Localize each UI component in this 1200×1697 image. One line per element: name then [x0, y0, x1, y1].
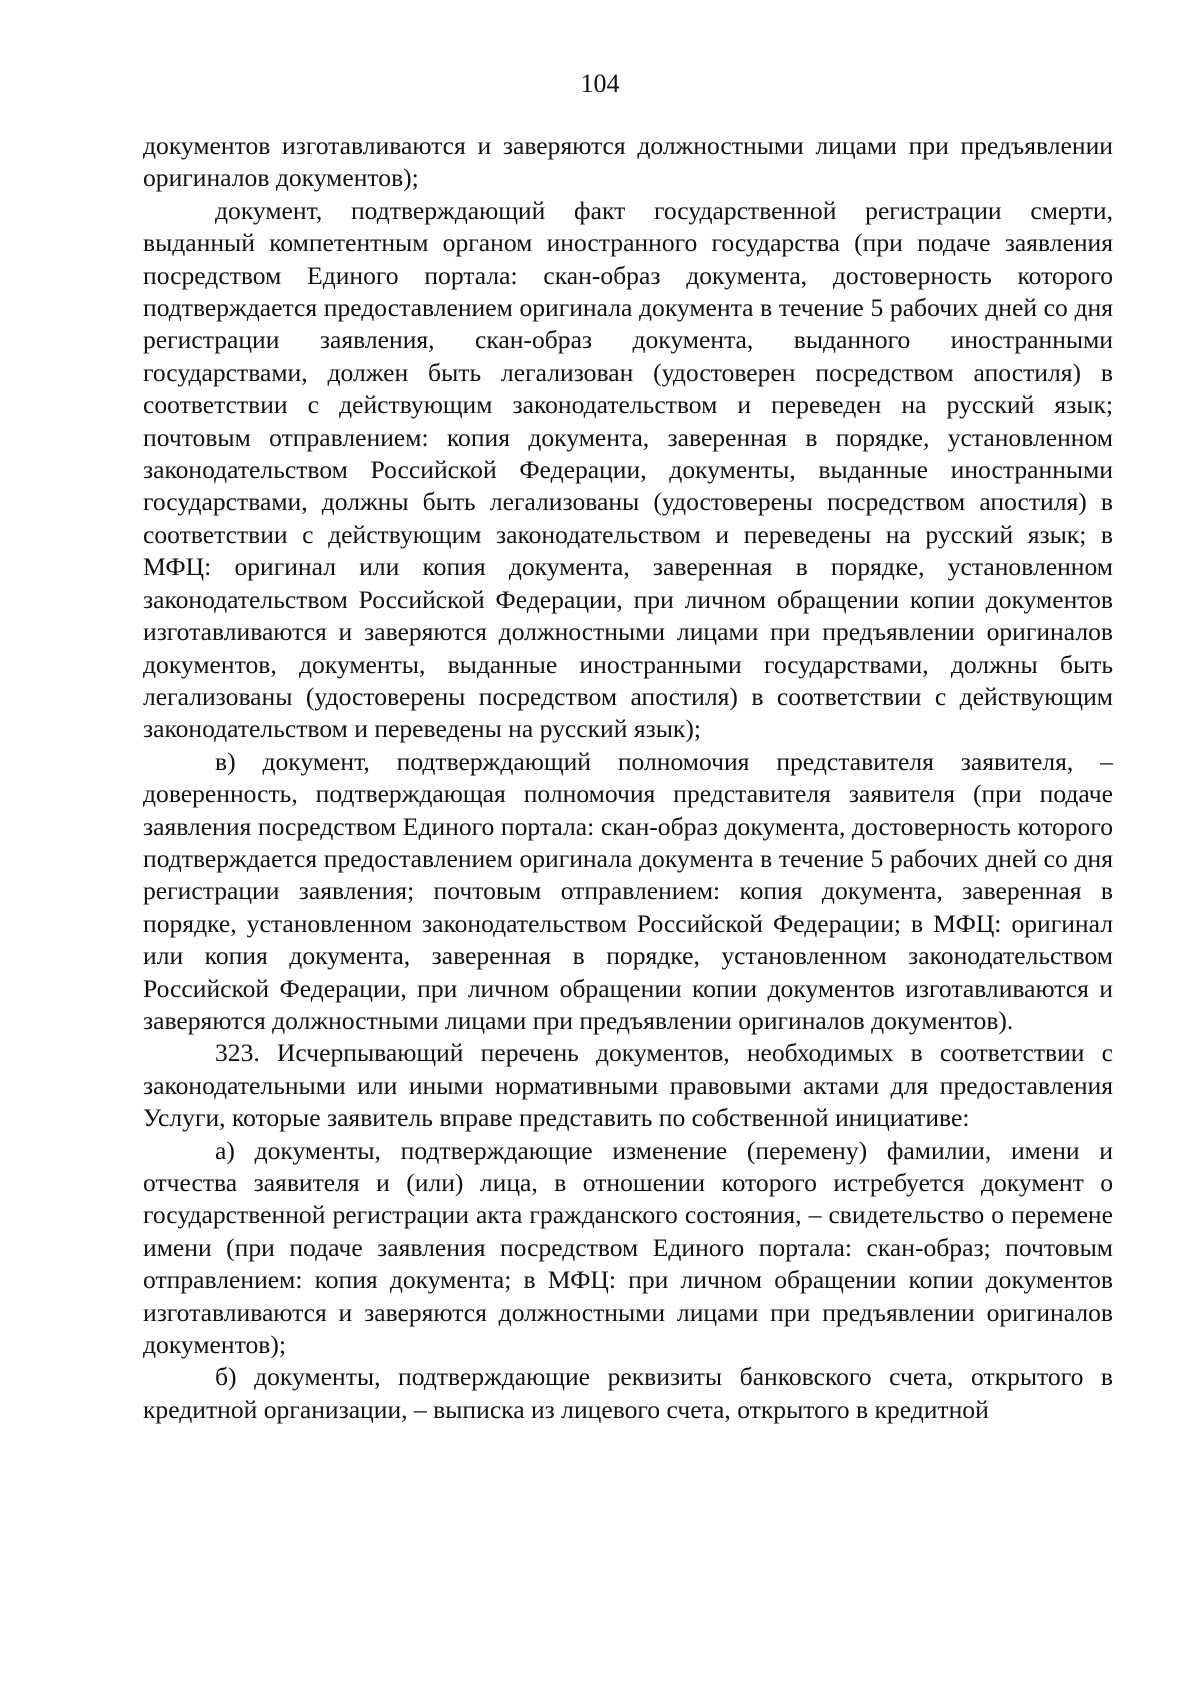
- paragraph-item-b-bank-account: б) документы, подтверждающие реквизиты банковского счета, открытого в кредитной организации, – выписка из лицевого счета, открытого в кредитной: [143, 1362, 1113, 1424]
- paragraph-continuation: документов изготавливаются и заверяются должностными лицами при предъявлении оригиналов документов);: [143, 131, 1113, 193]
- document-body: [143, 130, 1113, 1426]
- paragraph-death-registration-document: документ, подтверждающий факт государственной регистрации смерти, выданный компетентным органом иностранного государства (при подаче заявления посредством Единого портала: скан-образ документа, достоверность которого подтверждается предоставлением оригинала документа в течение 5 рабочих дней со дня регистрации заявления, скан-образ документа, выданного иностранными государствами, должен быть легализован (удостоверен посредством апостиля) в соответствии с действующим законодательством и переведен на русский язык; почтовым отправлением: копия документа, заверенная в порядке, установленном законодательством Российской Федерации, документы, выданные иностранными государствами, должны быть легализованы (удостоверены посредством апостиля) в соответствии с действующим законодательством и переведены на русский язык; в МФЦ: оригинал или копия документа, заверенная в порядке, установленном законодательством Российской Федерации, при личном обращении копии документов изготавливаются и заверяются должностными лицами при предъявлении оригиналов документов, документы, выданные иностранными государствами, должны быть легализованы (удостоверены посредством апостиля) в соответствии с действующим законодательством и переведены на русский язык);: [143, 195, 1113, 744]
- paragraph-item-v-power-of-attorney: в) документ, подтверждающий полномочия представителя заявителя, – доверенность, подтверждающая полномочия представителя заявителя (при подаче заявления посредством Единого портала: скан-образ документа, достоверность которого подтверждается предоставлением оригинала документа в течение 5 рабочих дней со дня регистрации заявления; почтовым отправлением: копия документа, заверенная в порядке, установленном законодательством Российской Федерации; в МФЦ: оригинал или копия документа, заверенная в порядке, установленном законодательством Российской Федерации, при личном обращении копии документов изготавливаются и заверяются должностными лицами при предъявлении оригиналов документов).: [143, 746, 1113, 1035]
- paragraph-item-a-name-change: а) документы, подтверждающие изменение (перемену) фамилии, имени и отчества заявителя и (или) лица, в отношении которого истребуется документ о государственной регистрации акта гражданского состояния, – свидетельство о перемене имени (при подаче заявления посредством Единого портала: скан-образ; почтовым отправлением: копия документа; в МФЦ: при личном обращении копии документов изготавливаются и заверяются должностными лицами при предъявлении оригиналов документов);: [143, 1135, 1113, 1360]
- paragraph-section-323: 323. Исчерпывающий перечень документов, необходимых в соответствии с законодательными или иными нормативными правовыми актами для предоставления Услуги, которые заявитель вправе представить по собственной инициативе:: [143, 1038, 1113, 1133]
- page-number: 104: [580, 69, 620, 98]
